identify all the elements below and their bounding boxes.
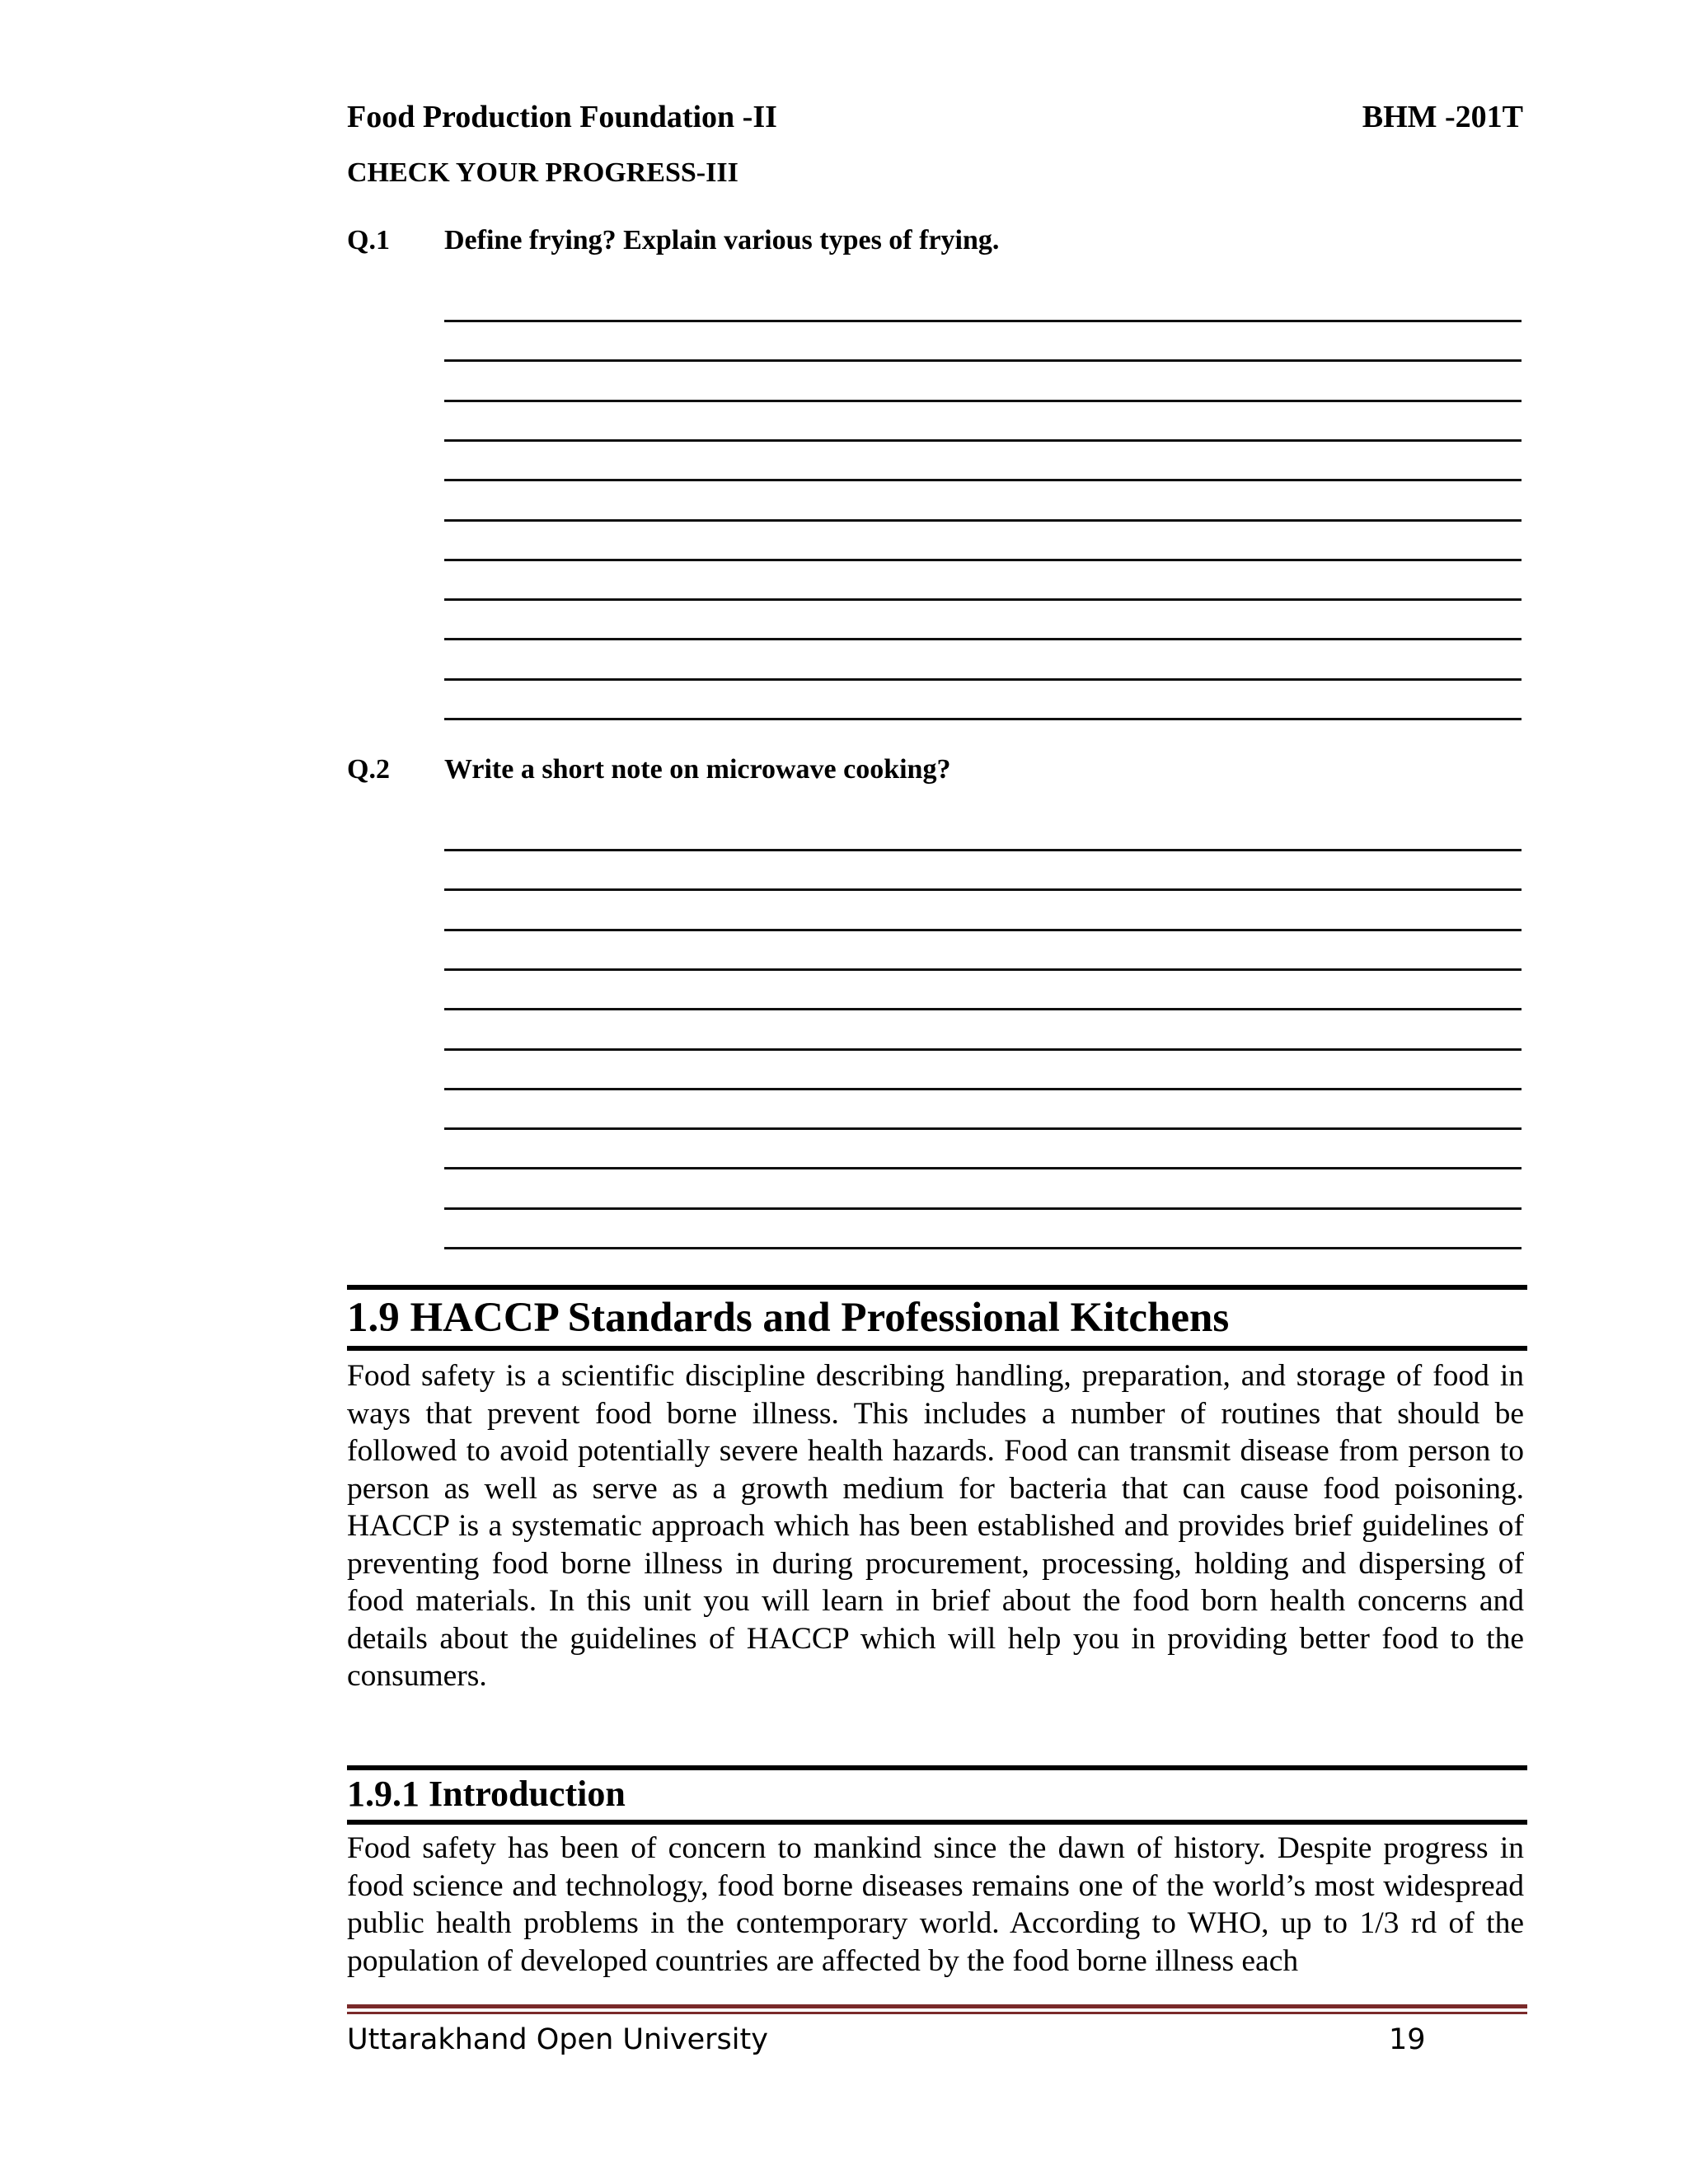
question-2-number: Q.2 bbox=[347, 754, 390, 785]
answer-line bbox=[444, 1048, 1522, 1051]
progress-heading: CHECK YOUR PROGRESS-III bbox=[347, 157, 738, 188]
answer-line bbox=[444, 888, 1522, 891]
answer-line bbox=[444, 718, 1522, 720]
page-number: 19 bbox=[1389, 2023, 1426, 2056]
footer-rule-thin bbox=[347, 2012, 1527, 2014]
section-rule-top bbox=[347, 1285, 1527, 1290]
section-title: 1.9 HACCP Standards and Professional Kitchens bbox=[347, 1295, 1230, 1341]
answer-line bbox=[444, 929, 1522, 931]
question-2-text: Write a short note on microwave cooking? bbox=[444, 754, 951, 785]
subsection-rule-top bbox=[347, 1765, 1527, 1770]
answer-line bbox=[444, 1127, 1522, 1130]
footer-rule bbox=[347, 2004, 1527, 2008]
answer-line bbox=[444, 320, 1522, 322]
answer-line bbox=[444, 849, 1522, 851]
answer-line bbox=[444, 1167, 1522, 1169]
answer-line bbox=[444, 400, 1522, 402]
question-1-text: Define frying? Explain various types of frying. bbox=[444, 225, 1000, 255]
answer-line bbox=[444, 559, 1522, 561]
answer-line bbox=[444, 479, 1522, 481]
subsection-rule-bottom bbox=[347, 1820, 1527, 1825]
answer-line bbox=[444, 678, 1522, 681]
answer-line bbox=[444, 598, 1522, 601]
subsection-paragraph: Food safety has been of concern to mankind since the dawn of history. Despite progress in food science and technology, food borne diseases remains one of the world’s most widespread public health problems in the contemporary world. According to WHO, up to 1/3 rd of the population of developed countries are affected by the food borne illness each bbox=[347, 1831, 1524, 1978]
answer-line bbox=[444, 1088, 1522, 1090]
answer-line bbox=[444, 1247, 1522, 1249]
course-title: Food Production Foundation -II bbox=[347, 100, 777, 134]
answer-line bbox=[444, 519, 1522, 522]
question-1-number: Q.1 bbox=[347, 225, 390, 255]
answer-line bbox=[444, 359, 1522, 362]
answer-line bbox=[444, 638, 1522, 640]
footer-university: Uttarakhand Open University bbox=[347, 2023, 768, 2056]
subsection-title: 1.9.1 Introduction bbox=[347, 1774, 626, 1814]
section-paragraph: Food safety is a scientific discipline describing handling, preparation, and storage of food in ways that prevent food borne illness. This includes a number of routines that should be followed to avoid potentially severe health hazards. Food can transmit disease from person to person as well as serve as a growth medium for bacteria that can cause food poisoning. HACCP is a systematic approach which has been established and provides brief guidelines of preventing food borne illness in during procurement, processing, holding and dispersing of food materials. In this unit you will learn in brief about the food born health concerns and details about the guidelines of HACCP which will help you in providing better food to the consumers. bbox=[347, 1359, 1524, 1693]
answer-line bbox=[444, 439, 1522, 442]
answer-line bbox=[444, 968, 1522, 971]
course-code: BHM -201T bbox=[1362, 100, 1523, 134]
answer-line bbox=[444, 1207, 1522, 1210]
answer-line bbox=[444, 1008, 1522, 1010]
section-rule-bottom bbox=[347, 1346, 1527, 1351]
